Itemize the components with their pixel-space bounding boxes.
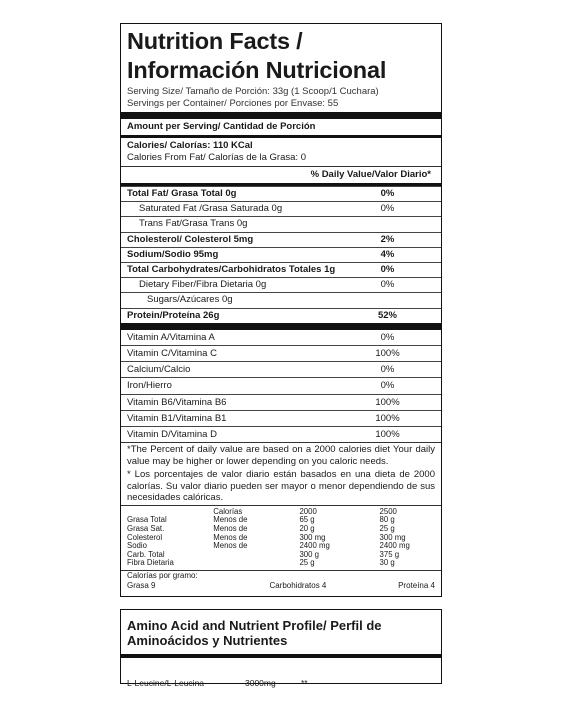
amino-amount: 3000mg — [245, 678, 276, 688]
vitamin-row-calcium — [121, 361, 441, 377]
ref-cell: Menos de — [213, 523, 248, 533]
vitamin-label: Vitamin D/Vitamina D — [127, 429, 217, 441]
calories-from-fat: Calories From Fat/ Calorías de la Grasa: 0 — [127, 152, 306, 163]
ref-cell: 20 g — [299, 523, 315, 533]
servings-per-container: Servings per Container/ Porciones por Envase: 55 — [127, 98, 339, 109]
vitamin-pct: 100% — [375, 429, 400, 441]
nutrient-label: Sodium/Sodio 95mg — [127, 248, 219, 260]
ref-cell: 300 mg — [299, 532, 326, 542]
nutrient-pct: 0% — [380, 188, 395, 199]
nutrient-row-sugars — [121, 292, 441, 307]
footnote-spanish: * Los porcentajes de valor diario están basados en una dieta de 2000 calorías. Su valor diario pueden ser mayor o menor dependiendo de sus necesidades calóricas. — [127, 469, 435, 504]
ref-cell: 30 g — [379, 558, 395, 568]
vitamin-label: Vitamin B6/Vitamina B6 — [127, 396, 227, 408]
divider-thick — [121, 323, 441, 330]
nutrient-pct: 2% — [380, 233, 395, 245]
nutrient-label: Trans Fat/Grasa Trans 0g — [139, 218, 248, 230]
divider-thick — [121, 112, 441, 119]
nutrient-label: Total Carbohydrates/Carbohidratos Totales 1g — [127, 264, 336, 276]
ref-cell: Menos de — [213, 515, 248, 525]
vitamin-label: Calcium/Calcio — [127, 364, 191, 376]
ref-cell: 25 g — [299, 558, 315, 568]
amino-name: L-Leucine/L-Leucina — [127, 678, 205, 688]
cal-protein: Proteína 4 — [398, 580, 435, 590]
calories-per-gram: Calorías por gramo: — [127, 570, 198, 580]
nutrient-row-trans-fat — [121, 216, 441, 231]
vitamin-row-b1 — [121, 410, 441, 426]
ref-cell: Fibra Dietaria — [127, 558, 174, 568]
nutrient-row-saturated-fat — [121, 201, 441, 216]
vitamin-label: Vitamin B1/Vitamina B1 — [127, 412, 227, 424]
ref-cell: 2500 — [379, 506, 397, 516]
vitamin-label: Vitamin A/Vitamina A — [127, 331, 215, 343]
reference-table — [127, 508, 435, 568]
amount-per-serving: Amount per Serving/ Cantidad de Porción — [127, 121, 316, 132]
serving-size: Serving Size/ Tamaño de Porción: 33g (1 Scoop/1 Cuchara) — [127, 86, 379, 97]
vitamin-pct: 100% — [375, 348, 400, 360]
vitamin-label: Vitamin C/Vitamina C — [127, 348, 217, 360]
ref-cell: 25 g — [379, 523, 395, 533]
ref-cell: 2400 mg — [379, 541, 410, 551]
amino-dv: ** — [301, 678, 308, 688]
title-line-1: Nutrition Facts / — [127, 28, 303, 54]
title-line-2: Información Nutricional — [127, 57, 387, 83]
ref-cell — [213, 551, 299, 560]
divider-hair — [121, 505, 441, 506]
vitamin-row-c — [121, 345, 441, 361]
nutrient-pct: 52% — [377, 309, 397, 321]
ref-cell: Carb. Total — [127, 549, 165, 559]
nutrient-row-total-fat — [121, 186, 441, 201]
ref-cell: 375 g — [379, 549, 400, 559]
ref-cell: 300 mg — [379, 532, 406, 542]
vitamin-row-b6 — [121, 394, 441, 410]
vitamin-label: Iron/Hierro — [127, 380, 172, 392]
nutrient-label: Total Fat/ Grasa Total 0g — [127, 188, 237, 199]
nutrient-row-fiber — [121, 277, 441, 292]
vitamin-row-a — [121, 330, 441, 345]
reference-row — [127, 559, 435, 568]
vitamin-row-iron — [121, 377, 441, 393]
calories: Calories/ Calorías: 110 KCal — [127, 140, 253, 151]
ref-cell: Grasa Sat. — [127, 523, 165, 533]
ref-cell: Colesterol — [127, 532, 163, 542]
ref-cell: Menos de — [213, 541, 248, 551]
nutrient-label: Protein/Proteína 26g — [127, 309, 220, 321]
ref-cell: Menos de — [213, 532, 248, 542]
nutrient-pct — [340, 293, 435, 307]
footnote-english: *The Percent of daily value are based on a 2000 calories diet Your daily value may be higher or lower depending on you caloric needs. — [127, 444, 435, 467]
divider-medium — [121, 135, 441, 138]
ref-cell: 65 g — [299, 515, 315, 525]
nutrient-row-cholesterol — [121, 232, 441, 247]
nutrient-pct — [340, 217, 435, 231]
nutrient-label: Sugars/Azúcares 0g — [147, 294, 233, 306]
ref-cell: Grasa Total — [127, 515, 167, 525]
vitamin-pct: 0% — [380, 364, 395, 376]
nutrient-row-protein — [121, 308, 441, 323]
cal-carb: Carbohidratos 4 — [269, 580, 327, 590]
nutrient-label: Saturated Fat /Grasa Saturada 0g — [139, 203, 283, 215]
nutrient-pct: 4% — [380, 248, 395, 260]
vitamin-pct: 100% — [375, 412, 400, 424]
amino-acid-panel — [120, 609, 442, 688]
ref-cell: Calorías — [213, 506, 243, 516]
amino-title: Amino Acid and Nutrient Profile/ Perfil de Aminoácidos y Nutrientes — [121, 610, 441, 658]
ref-cell: 300 g — [299, 549, 319, 559]
nutrient-label: Dietary Fiber/Fibra Dietaria 0g — [139, 279, 267, 291]
daily-value-header: % Daily Value/Valor Diario* — [310, 169, 431, 180]
vitamin-pct: 0% — [380, 380, 395, 392]
nutrient-row-carbohydrates — [121, 262, 441, 277]
nutrition-facts-panel — [120, 23, 442, 597]
nutrient-pct: 0% — [380, 279, 395, 291]
ref-cell — [213, 559, 299, 568]
calories-per-gram-values — [127, 581, 435, 591]
nutrient-pct: 0% — [380, 203, 395, 215]
nutrient-pct: 0% — [380, 264, 395, 276]
ref-cell: 80 g — [379, 515, 395, 525]
nutrient-row-sodium — [121, 247, 441, 262]
vitamin-row-d — [121, 426, 441, 442]
ref-cell: 2000 — [299, 506, 317, 516]
amino-row-leucine — [121, 658, 441, 689]
vitamin-pct: 0% — [380, 331, 395, 343]
vitamin-pct: 100% — [375, 396, 400, 408]
ref-cell: 2400 mg — [299, 541, 330, 551]
cal-fat: Grasa 9 — [127, 580, 156, 590]
nutrient-label: Cholesterol/ Colesterol 5mg — [127, 233, 254, 245]
ref-cell: Sodio — [127, 541, 147, 551]
